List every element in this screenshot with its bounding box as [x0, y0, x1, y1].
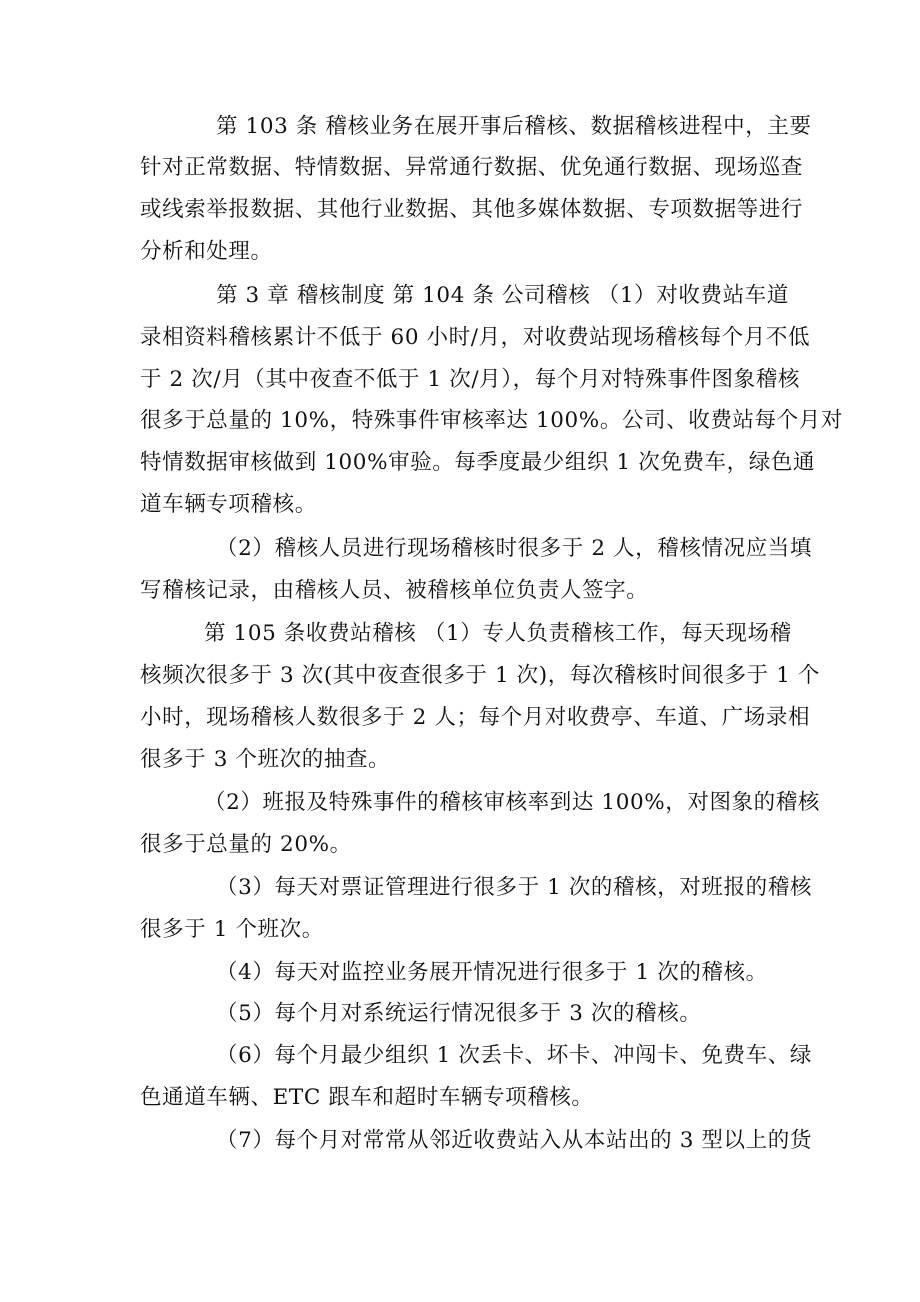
text-line: 第 105 条收费站稽核 （1）专人负责稽核工作，每天现场稽 [204, 621, 792, 646]
text-line: 录相资料稽核累计不低于 60 小时/月，对收费站现场稽核每个月不低 [140, 325, 811, 350]
text-line: 第 103 条 稽核业务在展开事后稽核、数据稽核进程中，主要 [216, 114, 812, 139]
text-line: （3）每天对票证管理进行很多于 1 次的稽核，对班报的稽核 [216, 875, 812, 900]
text-line: 色通道车辆、ETC 跟车和超时车辆专项稽核。 [140, 1085, 594, 1110]
text-line: （5）每个月对系统运行情况很多于 3 次的稽核。 [216, 1001, 702, 1026]
text-line: 道车辆专项稽核。 [140, 492, 317, 517]
text-line: 于 2 次/月（其中夜查不低于 1 次/月），每个月对特殊事件图象稽核 [140, 367, 800, 392]
text-line: 很多于总量的 10%，特殊事件审核率达 100%。公司、收费站每个月对 [140, 408, 843, 433]
text-line: 核频次很多于 3 次(其中夜查很多于 1 次)，每次稽核时间很多于 1 个 [140, 663, 821, 688]
text-line: 针对正常数据、特情数据、异常通行数据、优免通行数据、现场巡查 [140, 155, 804, 180]
text-line: （2）稽核人员进行现场稽核时很多于 2 人，稽核情况应当填 [216, 536, 812, 561]
text-line: 特情数据审核做到 100%审验。每季度最少组织 1 次免费车，绿色通 [140, 450, 816, 475]
text-line: （7）每个月对常常从邻近收费站入从本站出的 3 型以上的货 [216, 1128, 812, 1153]
text-line: 第 3 章 稽核制度 第 104 条 公司稽核 （1）对收费站车道 [216, 283, 789, 308]
text-line: 很多于 3 个班次的抽查。 [140, 747, 391, 772]
text-line: 很多于 1 个班次。 [140, 917, 324, 942]
text-line: 或线索举报数据、其他行业数据、其他多媒体数据、专项数据等进行 [140, 197, 804, 222]
text-line: （4）每天对监控业务展开情况进行很多于 1 次的稽核。 [216, 960, 768, 985]
text-line: （6）每个月最少组织 1 次丢卡、坏卡、冲闯卡、免费车、绿 [216, 1043, 812, 1068]
text-line: 很多于总量的 20%。 [140, 832, 352, 857]
text-line: （2）班报及特殊事件的稽核审核率到达 100%，对图象的稽核 [204, 790, 820, 815]
text-line: 分析和处理。 [140, 239, 273, 264]
text-line: 写稽核记录，由稽核人员、被稽核单位负责人签字。 [140, 578, 649, 603]
text-line: 小时，现场稽核人数很多于 2 人；每个月对收费亭、车道、广场录相 [140, 705, 811, 730]
